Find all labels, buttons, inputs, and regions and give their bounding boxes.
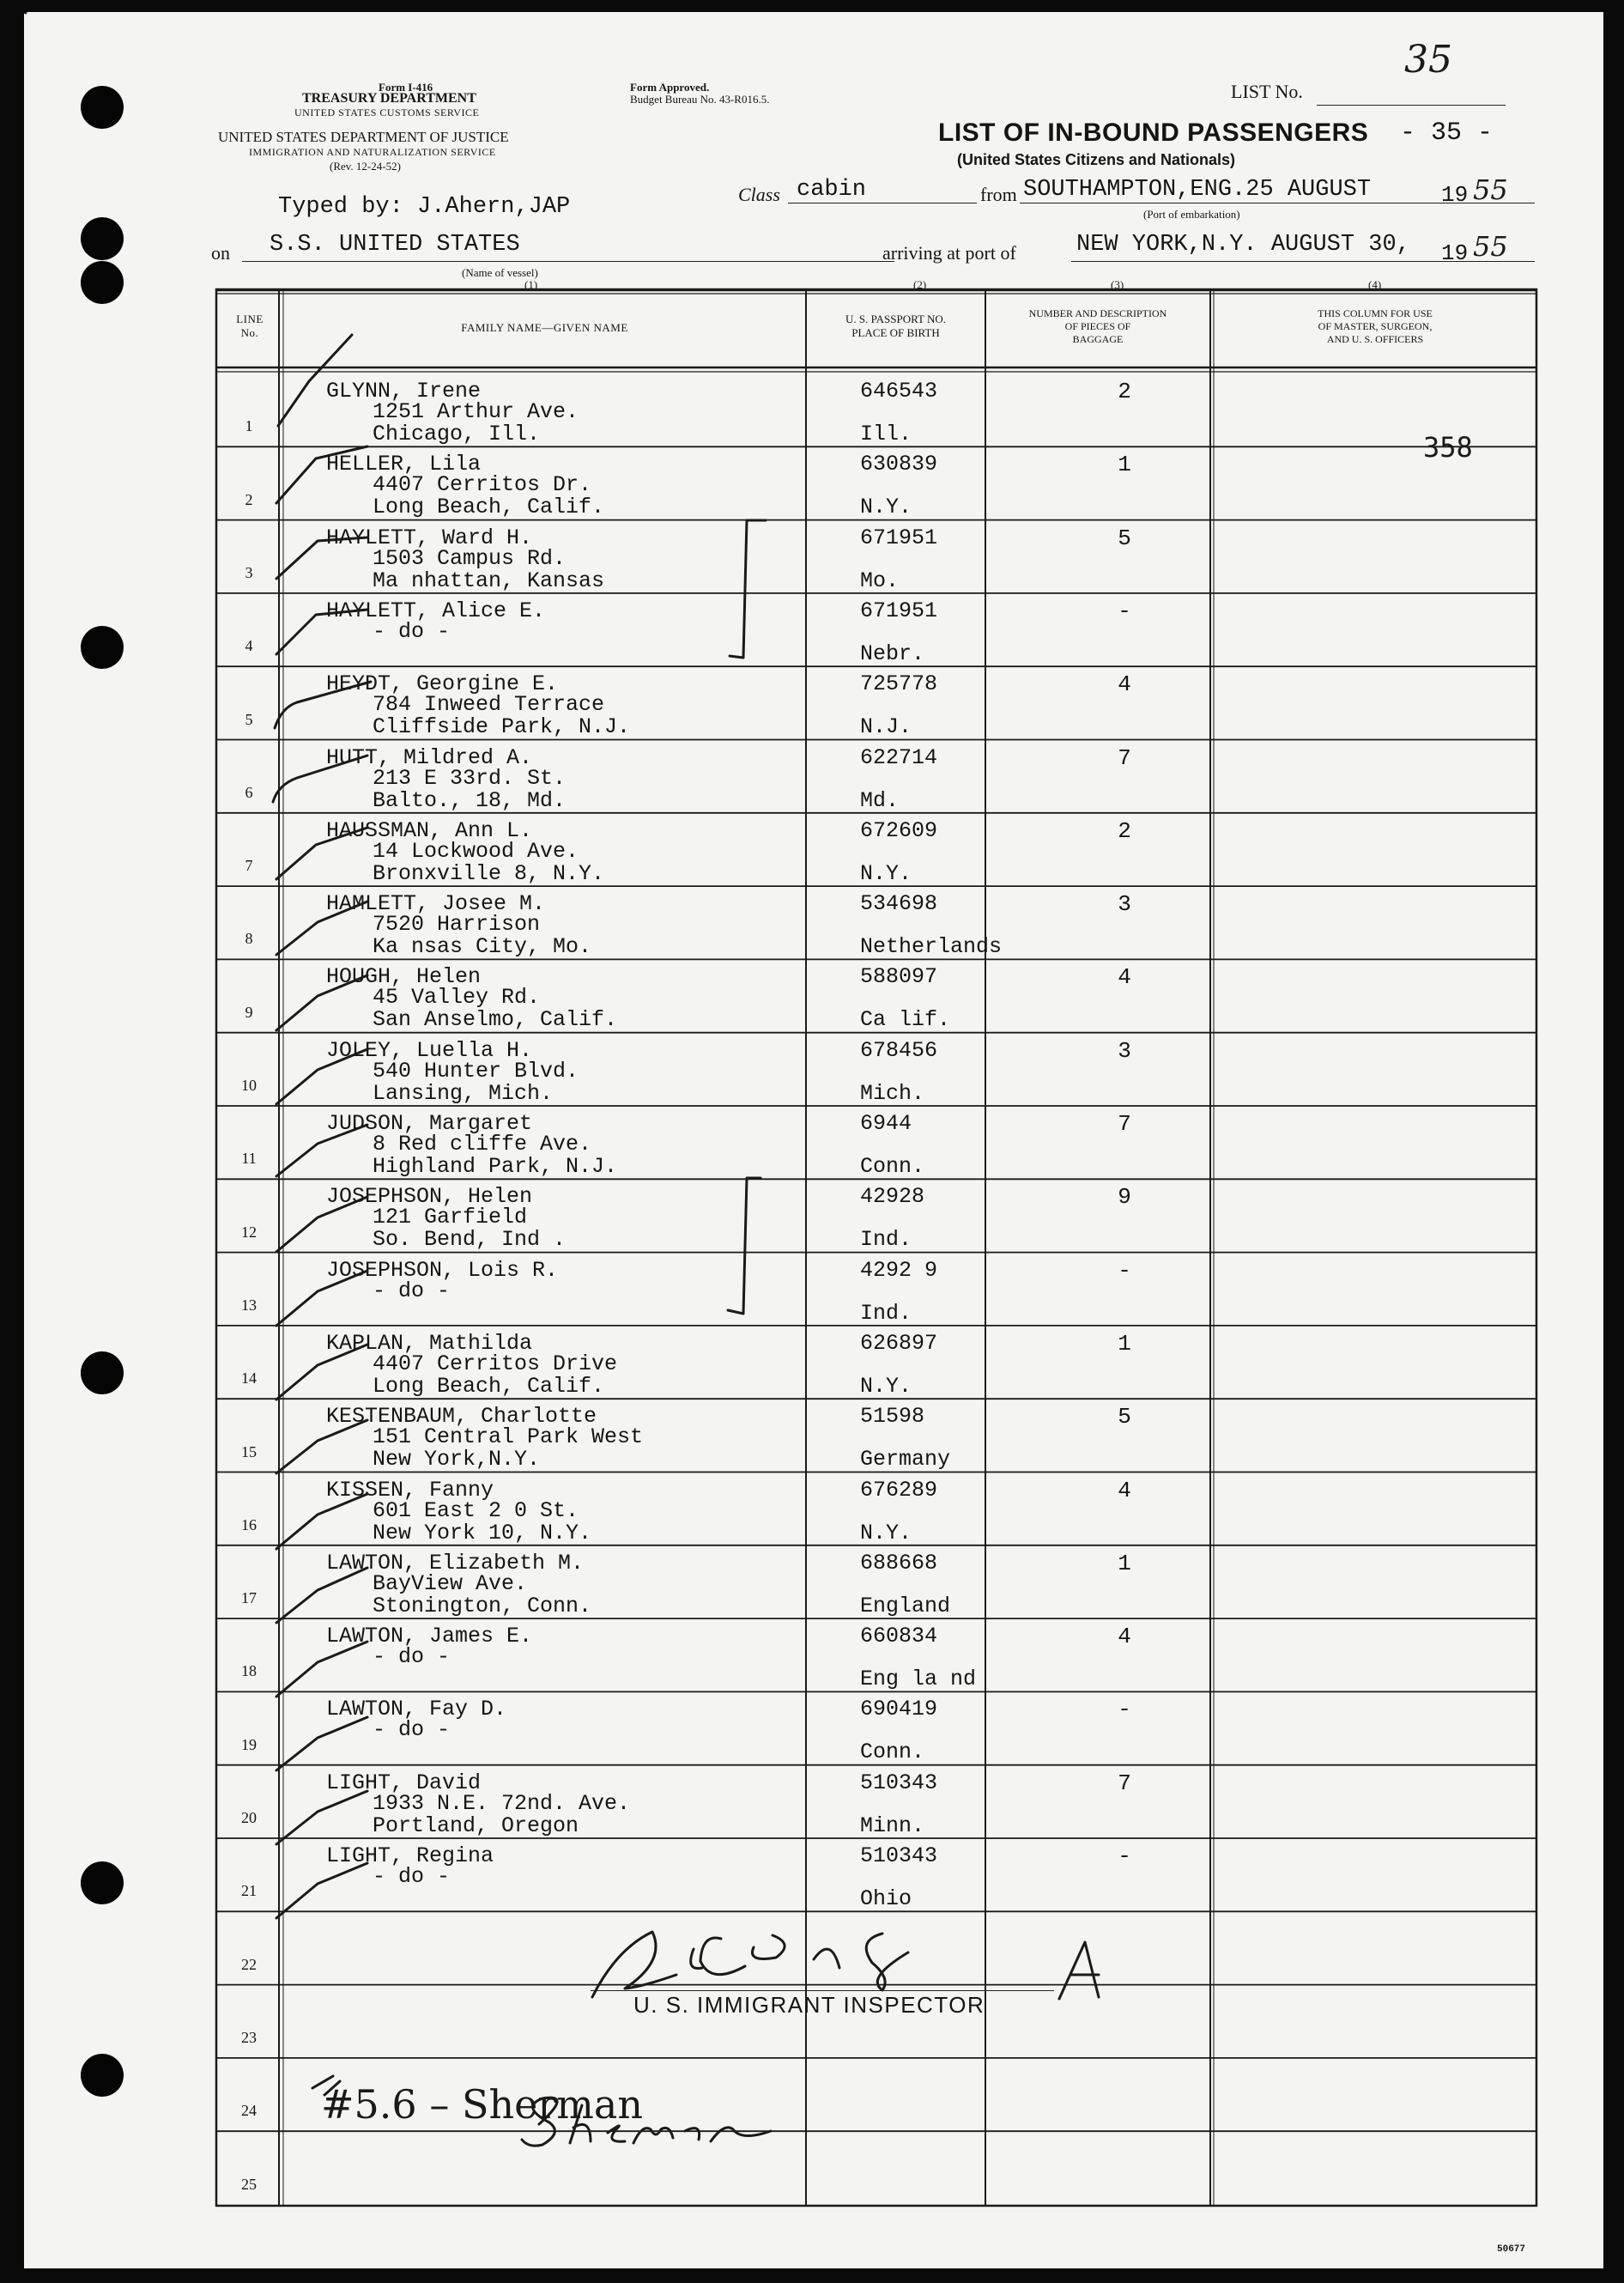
line-number: 18	[241, 1662, 257, 1680]
place-of-birth: N.J.	[860, 714, 912, 740]
passport-number: 630839	[860, 452, 938, 477]
bracket-mark	[730, 520, 766, 658]
check-mark-icon	[276, 975, 367, 1030]
passenger-name: HOUGH, Helen	[326, 964, 482, 990]
passport-number: 671951	[860, 598, 938, 623]
vessel-name: S.S. UNITED STATES	[270, 232, 520, 258]
arrival-port-date: NEW YORK,N.Y. AUGUST 30,	[1076, 232, 1410, 258]
line-number: 25	[241, 2175, 257, 2193]
passport-number: 6944	[860, 1111, 912, 1136]
passenger-address: 601 East 2 0 St.	[373, 1497, 579, 1523]
place-of-birth: Minn.	[860, 1812, 925, 1838]
port-of-embarkation: SOUTHAMPTON,ENG.25 AUGUST	[1023, 177, 1372, 203]
baggage-count: 5	[1118, 525, 1131, 551]
passenger-name: JOSEPHSON, Lois R.	[326, 1257, 559, 1283]
line-number: 12	[241, 1223, 257, 1241]
check-mark-icon	[276, 1642, 367, 1697]
passport-number: 510343	[860, 1770, 938, 1795]
passenger-city: Chicago, Ill.	[373, 422, 541, 446]
passenger-name: LIGHT, Regina	[326, 1843, 494, 1868]
passenger-name: LAWTON, Fay D.	[326, 1697, 507, 1722]
passenger-address: 4407 Cerritos Drive	[373, 1351, 618, 1376]
line-number: 15	[241, 1442, 257, 1460]
column-number-1: (1)	[524, 278, 538, 291]
baggage-count: 3	[1118, 891, 1131, 918]
customs-service: UNITED STATES CUSTOMS SERVICE	[294, 106, 480, 118]
passenger-address: - do -	[373, 1644, 451, 1670]
passenger-name: KISSEN, Fanny	[326, 1477, 494, 1503]
passenger-name: LAWTON, James E.	[326, 1624, 533, 1649]
baggage-count: -	[1118, 1843, 1131, 1869]
line-number: 3	[245, 563, 253, 581]
line-number: 13	[241, 1296, 257, 1314]
passenger-city: Lansing, Mich.	[373, 1080, 554, 1106]
arrival-year-handwritten: 55	[1473, 230, 1508, 263]
vessel-caption: (Name of vessel)	[462, 266, 538, 279]
passenger-address: 1503 Campus Rd.	[373, 545, 567, 571]
baggage-count: -	[1118, 598, 1131, 624]
baggage-count: -	[1118, 1697, 1131, 1723]
place-of-birth: N.Y.	[860, 860, 912, 886]
check-mark-icon	[276, 610, 367, 654]
check-mark-icon	[276, 1345, 367, 1400]
baggage-count: 2	[1118, 817, 1131, 844]
passenger-name: LIGHT, David	[326, 1770, 482, 1795]
check-mark-icon	[275, 682, 371, 728]
line-number: 20	[241, 1809, 257, 1826]
passenger-address: 45 Valley Rd.	[373, 985, 541, 1011]
passenger-address: 1933 N.E. 72nd. Ave.	[373, 1790, 631, 1816]
place-of-birth: N.Y.	[860, 495, 912, 520]
check-mark-icon	[276, 1791, 367, 1844]
place-of-birth: Mo.	[860, 568, 900, 593]
passenger-address: - do -	[373, 618, 451, 644]
baggage-count: 1	[1118, 452, 1131, 478]
passenger-address: 151 Central Park West	[373, 1424, 644, 1450]
inspector-initials	[1025, 1916, 1116, 1963]
passenger-name: HELLER, Lila	[326, 452, 482, 477]
place-of-birth: Mich.	[860, 1080, 925, 1106]
place-of-birth: N.Y.	[860, 1520, 912, 1545]
check-mark-icon	[273, 756, 367, 802]
form-number: Form I-416	[379, 81, 433, 94]
port-embarkation-caption: (Port of embarkation)	[1143, 208, 1240, 221]
class-label: Class	[738, 184, 780, 205]
passenger-city: New York,N.Y.	[373, 1447, 541, 1472]
passport-number: 51598	[860, 1404, 925, 1430]
passenger-address: 784 Inweed Terrace	[373, 692, 605, 718]
list-number-typed: - 35 -	[1400, 118, 1494, 148]
passenger-city: Ma nhattan, Kansas	[373, 568, 605, 593]
passenger-name: HAYLETT, Ward H.	[326, 525, 533, 550]
inspector-signature	[616, 1906, 876, 1966]
line-number: 6	[245, 783, 253, 801]
passport-number: 622714	[860, 744, 938, 770]
check-mark-icon	[276, 1568, 367, 1623]
passenger-name: LAWTON, Elizabeth M.	[326, 1550, 585, 1576]
place-of-birth: Germany	[860, 1447, 951, 1472]
line-number: 8	[245, 930, 253, 948]
header-baggage: NUMBER AND DESCRIPTION OF PIECES OF BAGGAGE	[1028, 307, 1167, 345]
class-value: cabin	[797, 177, 867, 203]
baggage-count: 1	[1118, 1550, 1131, 1576]
passport-number: 688668	[860, 1550, 938, 1576]
place-of-birth: Netherlands	[860, 934, 1003, 960]
treasury-dept: TREASURY DEPARTMENT	[302, 91, 476, 106]
line-number: 14	[241, 1369, 257, 1387]
place-of-birth: N.Y.	[860, 1373, 912, 1399]
baggage-count: 1	[1118, 1330, 1131, 1357]
row-24-handwritten-note: #5.6 – Sherman	[321, 2081, 643, 2128]
arrival-year-printed: 19	[1441, 240, 1469, 266]
line-number: 17	[241, 1589, 257, 1607]
line-number: 23	[241, 2028, 257, 2046]
passport-number: 725778	[860, 671, 938, 697]
place-of-birth: Md.	[860, 787, 900, 813]
typed-by: Typed by: J.Ahern,JAP	[278, 194, 571, 220]
place-of-birth: Ind.	[860, 1227, 912, 1253]
passenger-city: Balto., 18, Md.	[373, 787, 567, 813]
check-mark-icon	[276, 902, 367, 955]
justice-dept: UNITED STATES DEPARTMENT OF JUSTICE	[218, 129, 509, 145]
passenger-city: New York 10, N.Y.	[373, 1520, 592, 1545]
place-of-birth: Eng la nd	[860, 1667, 977, 1692]
arriving-label: arriving at port of	[882, 242, 1016, 264]
line-number: 19	[241, 1735, 257, 1753]
passenger-address: - do -	[373, 1717, 451, 1743]
passport-number: 646543	[860, 379, 938, 404]
passenger-address: 213 E 33rd. St.	[373, 765, 567, 791]
passenger-address: 540 Hunter Blvd.	[373, 1058, 579, 1084]
check-mark-icon	[276, 446, 367, 503]
manifest-page	[24, 12, 1603, 2268]
check-mark-icon	[276, 1271, 367, 1326]
baggage-count: 4	[1118, 1624, 1131, 1650]
passenger-address: 14 Lockwood Ave.	[373, 838, 579, 864]
from-label: from	[980, 184, 1017, 205]
budget-bureau: Budget Bureau No. 43-R016.5.	[630, 93, 770, 106]
check-mark-icon	[276, 1863, 367, 1918]
passenger-city: Portland, Oregon	[373, 1812, 579, 1838]
baggage-count: 3	[1118, 1037, 1131, 1064]
baggage-count: 7	[1118, 1111, 1131, 1137]
on-label: on	[211, 242, 230, 264]
passport-number: 690419	[860, 1697, 938, 1722]
passenger-city: So. Bend, Ind .	[373, 1227, 567, 1253]
check-mark-icon	[276, 828, 367, 879]
passenger-address: 1251 Arthur Ave.	[373, 399, 579, 424]
passport-number: 676289	[860, 1477, 938, 1503]
passenger-city: San Anselmo, Calif.	[373, 1007, 618, 1033]
place-of-birth: Conn.	[860, 1740, 925, 1765]
column-number-2: (2)	[913, 278, 927, 291]
line-number: 1	[245, 417, 253, 435]
line-number: 9	[245, 1003, 253, 1021]
embark-year-printed: 19	[1441, 182, 1469, 208]
form-revision: (Rev. 12-24-52)	[330, 160, 401, 173]
line-number: 24	[241, 2102, 257, 2120]
baggage-count: 5	[1118, 1404, 1131, 1430]
baggage-count: 2	[1118, 379, 1131, 404]
check-mark-icon	[276, 1420, 367, 1473]
passport-number: 626897	[860, 1330, 938, 1356]
check-mark-icon	[276, 1717, 367, 1770]
passenger-address: - do -	[373, 1864, 451, 1889]
passenger-city: Highland Park, N.J.	[373, 1154, 618, 1179]
passenger-city: Long Beach, Calif.	[373, 495, 605, 520]
baggage-count: 9	[1118, 1184, 1131, 1211]
form-approved: Form Approved.	[630, 81, 710, 94]
inspector-caption: U. S. IMMIGRANT INSPECTOR	[633, 1992, 985, 2018]
passport-number: 534698	[860, 891, 938, 917]
check-mark-icon	[276, 1125, 367, 1176]
place-of-birth: Conn.	[860, 1154, 925, 1179]
check-mark-icon	[276, 1494, 367, 1549]
passenger-address: BayView Ave.	[373, 1570, 528, 1596]
line-number: 7	[245, 857, 253, 875]
baggage-count: 4	[1118, 1477, 1131, 1503]
header-passport: U. S. PASSPORT NO. PLACE OF BIRTH	[845, 313, 946, 339]
place-of-birth: Nebr.	[860, 641, 925, 666]
passenger-address: 121 Garfield	[373, 1205, 528, 1230]
passenger-name: JUDSON, Margaret	[326, 1111, 533, 1136]
passport-number: 672609	[860, 817, 938, 843]
passport-number: 4292 9	[860, 1257, 938, 1283]
check-mark-icon	[276, 1049, 367, 1104]
passenger-name: HEYDT, Georgine E.	[326, 671, 559, 697]
place-of-birth: Ind.	[860, 1300, 912, 1326]
line-number: 4	[245, 637, 253, 655]
passenger-name: HUTT, Mildred A.	[326, 744, 533, 770]
passenger-address: 4407 Cerritos Dr.	[373, 472, 592, 498]
line-number: 2	[245, 490, 253, 508]
passenger-name: HAMLETT, Josee M.	[326, 891, 546, 917]
passenger-city: Bronxville 8, N.Y.	[373, 860, 605, 886]
ins-service: IMMIGRATION AND NATURALIZATION SERVICE	[249, 146, 496, 158]
header-family-name: FAMILY NAME—GIVEN NAME	[461, 321, 628, 334]
header-line-no: LINE No.	[236, 313, 264, 339]
passenger-address: 7520 Harrison	[373, 912, 541, 938]
line-number: 22	[241, 1955, 257, 1973]
baggage-count: -	[1118, 1257, 1131, 1284]
header-official-use: THIS COLUMN FOR USE OF MASTER, SURGEON, AND U. S. OFFICERS	[1318, 307, 1433, 345]
line-number: 16	[241, 1515, 257, 1533]
baggage-count: 4	[1118, 671, 1131, 698]
check-mark-icon	[278, 335, 352, 426]
column-number-3: (3)	[1111, 278, 1124, 291]
passport-number: 671951	[860, 525, 938, 550]
passport-number: 510343	[860, 1843, 938, 1868]
passport-number: 42928	[860, 1184, 925, 1210]
passenger-name: KESTENBAUM, Charlotte	[326, 1404, 597, 1430]
place-of-birth: Ill.	[860, 422, 912, 446]
passenger-city: Ka nsas City, Mo.	[373, 934, 592, 960]
place-of-birth: Ca lif.	[860, 1007, 951, 1033]
line-number: 11	[241, 1150, 257, 1168]
check-mark-icon	[276, 537, 367, 579]
passenger-city: Long Beach, Calif.	[373, 1373, 605, 1399]
manifest-subtitle: (United States Citizens and Nationals)	[957, 151, 1236, 168]
inspector-rule	[591, 1990, 1054, 1991]
check-mark-icon	[276, 1197, 367, 1252]
bracket-mark	[728, 1178, 760, 1314]
baggage-count: 4	[1118, 964, 1131, 991]
list-number-label: LIST No.	[1231, 81, 1303, 102]
line-number: 21	[241, 1882, 257, 1900]
passenger-name: JOSEPHSON, Helen	[326, 1184, 533, 1210]
embark-year-handwritten: 55	[1473, 173, 1508, 206]
passenger-name: HAYLETT, Alice E.	[326, 598, 546, 623]
passenger-address: - do -	[373, 1278, 451, 1303]
place-of-birth: England	[860, 1593, 951, 1618]
passenger-name: KAPLAN, Mathilda	[326, 1330, 533, 1356]
manifest-title: LIST OF IN-BOUND PASSENGERS	[938, 118, 1369, 147]
baggage-count: 7	[1118, 1770, 1131, 1796]
passport-number: 660834	[860, 1624, 938, 1649]
passenger-name: HAUSSMAN, Ann L.	[326, 817, 533, 843]
baggage-count: 7	[1118, 744, 1131, 771]
line-number: 10	[241, 1077, 257, 1094]
official-note-358: 358	[1423, 431, 1473, 464]
column-number-4: (4)	[1368, 278, 1382, 291]
line-number: 5	[245, 710, 253, 728]
passenger-name: JOLEY, Luella H.	[326, 1037, 533, 1063]
list-number-handwritten: 35	[1404, 38, 1452, 82]
passenger-address: 8 Red cliffe Ave.	[373, 1132, 592, 1157]
passport-number: 678456	[860, 1037, 938, 1063]
place-of-birth: Ohio	[860, 1886, 912, 1911]
passenger-name: GLYNN, Irene	[326, 379, 482, 404]
passport-number: 588097	[860, 964, 938, 990]
passenger-city: Cliffside Park, N.J.	[373, 714, 631, 740]
form-code: 50677	[1497, 2244, 1526, 2255]
passenger-city: Stonington, Conn.	[373, 1593, 592, 1618]
